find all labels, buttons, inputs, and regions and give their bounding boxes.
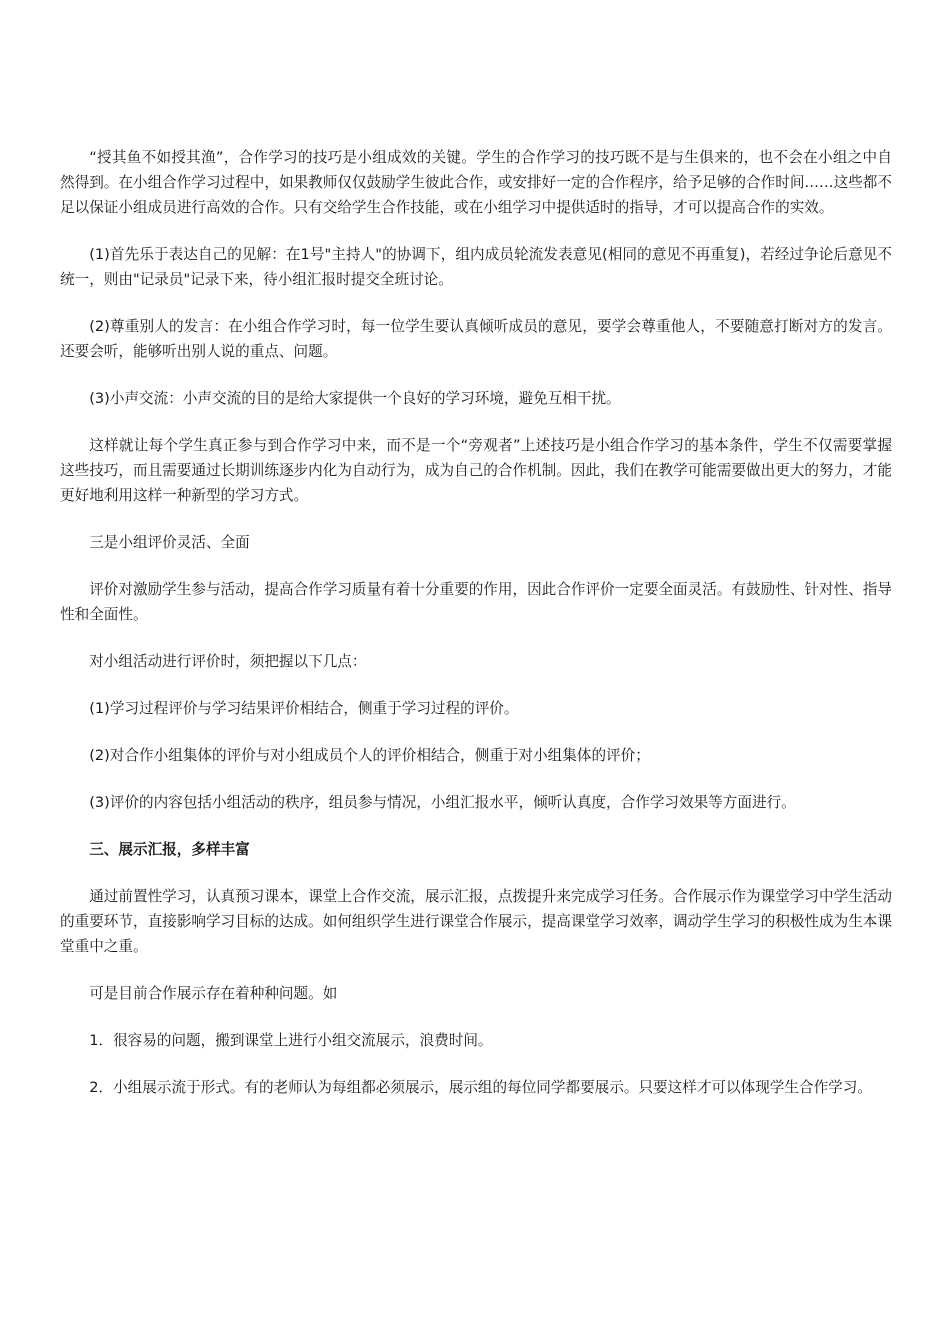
paragraph-problem-2: 2．小组展示流于形式。有的老师认为每组都必须展示，展示组的每位同学都要展示。只要这样才可以体现学生合作学习。 <box>89 1079 872 1096</box>
paragraph-skill-1: (1)首先乐于表达自己的见解：在1号"主持人"的协调下，组内成员轮流发表意见(相同的意见不再重复)，若经过争论后意见不统一，则由"记录员"记录下来，待小组汇报时提交全班讨论。 <box>60 246 892 288</box>
paragraph-intro: “授其鱼不如授其渔”，合作学习的技巧是小组成效的关键。学生的合作学习的技巧既不是与生俱来的，也不会在小组之中自然得到。在小组合作学习过程中，如果教师仅仅鼓励学生彼此合作，或安排好一定的合作程序，给予足够的合作时间……这些都不足以保证小组成员进行高效的合作。只有交给学生合作技能，或在小组学习中提供适时的指导，才可以提高合作的实效。 <box>60 149 892 216</box>
paragraph-skill-2: (2)尊重别人的发言：在小组合作学习时，每一位学生要认真倾听成员的意见，要学会尊重他人，不要随意打断对方的发言。还要会听，能够听出别人说的重点、问题。 <box>60 318 892 360</box>
paragraph-eval-1: (1)学习过程评价与学习结果评价相结合，侧重于学习过程的评价。 <box>89 700 519 717</box>
paragraph-problems: 可是目前合作展示存在着种种问题。如 <box>89 985 338 1002</box>
paragraph-problem-1: 1．很容易的问题，搬到课堂上进行小组交流展示，浪费时间。 <box>89 1032 493 1049</box>
section-heading-presentation: 三、展示汇报，多样丰富 <box>89 841 250 858</box>
paragraph-evaluation: 评价对激励学生参与活动，提高合作学习质量有着十分重要的作用，因此合作评价一定要全面灵活。有鼓励性、针对性、指导性和全面性。 <box>60 581 892 623</box>
paragraph-summary: 这样就让每个学生真正参与到合作学习中来，而不是一个“旁观者”上述技巧是小组合作学习的基本条件，学生不仅需要掌握这些技巧，而且需要通过长期训练逐步内化为自动行为，成为自己的合作机制。因此，我们在教学可能需要做出更大的努力，才能更好地利用这样一种新型的学习方式。 <box>60 437 892 504</box>
document-page <box>60 145 892 1122</box>
paragraph-eval-3: (3)评价的内容包括小组活动的秩序，组员参与情况，小组汇报水平，倾听认真度，合作学习效果等方面进行。 <box>89 794 796 811</box>
paragraph-skill-3: (3)小声交流：小声交流的目的是给大家提供一个良好的学习环境，避免互相干扰。 <box>89 390 621 407</box>
paragraph-presentation: 通过前置性学习，认真预习课本，课堂上合作交流，展示汇报，点拨提升来完成学习任务。合作展示作为课堂学习中学生活动的重要环节，直接影响学习目标的达成。如何组织学生进行课堂合作展示，提高课堂学习效率，调动学生学习的积极性成为生本课堂重中之重。 <box>60 888 892 955</box>
paragraph-evaluation-points: 对小组活动进行评价时，须把握以下几点： <box>89 653 367 670</box>
paragraph-eval-2: (2)对合作小组集体的评价与对小组成员个人的评价相结合，侧重于对小组集体的评价； <box>89 747 650 764</box>
section-heading-evaluation: 三是小组评价灵活、全面 <box>89 534 250 551</box>
